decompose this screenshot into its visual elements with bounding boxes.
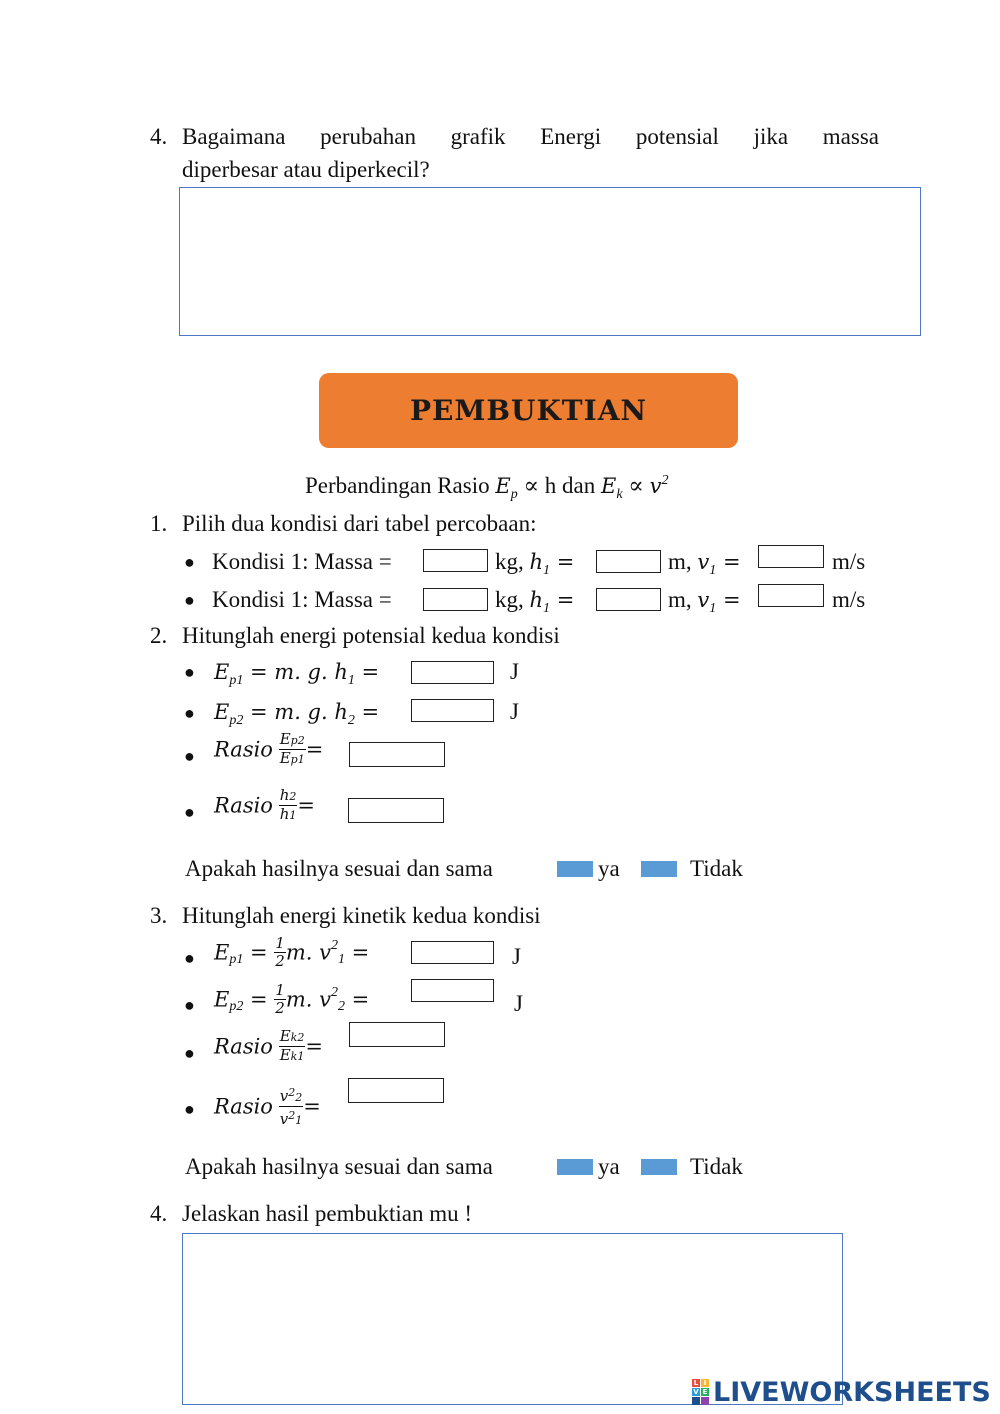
q4-top-word: massa [822,124,879,149]
subtitle-ek-sub: k [616,487,623,502]
q2-f2-eq: = [354,700,380,724]
q2-formula-ep2 [214,699,379,729]
q3-f2-half [274,982,286,1017]
bullet-icon: ● [184,590,195,610]
q2-option-yes-label: ya [598,856,620,881]
liveworksheets-logo [692,1376,991,1408]
q1-row1-unit1: kg, [495,549,530,574]
bullet-icon: ● [184,703,195,723]
q2-r2-num: h [279,786,290,804]
q3-ratio-v [214,1084,321,1129]
q3-r2-den-sup: 2 [288,1109,296,1122]
q2-r1-num: E [279,730,291,748]
q1-row1-v-sym: v [697,550,710,574]
q2-number: 2. [150,623,168,648]
subtitle-prop1: ∝ h dan [517,473,601,498]
q3-f1-lhs-sub: p1 [229,951,244,967]
subtitle-prop2: ∝ [622,473,650,498]
q2-r1-eq: = [305,737,324,762]
q3-f2-fd: 2 [275,999,285,1017]
q3-formula-ek2 [214,982,369,1017]
q1-row1-mass-input[interactable] [423,549,488,572]
subtitle-v-sup: 2 [661,473,669,488]
logo-grid-icon [692,1379,709,1405]
q3-r2-den: v [279,1110,289,1128]
logo-cell: I [701,1379,709,1387]
q3-f2-eq: = [344,987,370,1012]
q1-row1-v-sub: 1 [709,563,717,578]
bullet-icon: ● [184,802,195,822]
q3-f2-eq0: = [243,987,275,1012]
q1-row2-unit1: kg, [495,587,530,612]
q3-r2-num-sup: 2 [288,1086,296,1099]
q2-f1-rhs: = m. g. h [243,660,348,684]
q3-ratio-ek-input[interactable] [349,1022,445,1047]
q3-r1-den: E [279,1046,291,1064]
q3-f1-half [274,935,286,970]
q1-row2-v-sym: v [697,588,710,612]
q3-option-yes-label: ya [598,1154,620,1179]
q2-r1-den-sub: p1 [290,753,305,766]
q3-r1-den-sub: k1 [290,1050,305,1063]
q4-top-word: grafik [450,124,506,149]
q1-row2-eq2: = [716,588,741,612]
q2-f1-lhs: E [214,660,230,684]
bullet-icon: ● [184,1099,195,1119]
q1-row2-unit2: m, [668,587,698,612]
q1-row2-unit3: m/s [832,587,866,612]
q1-row1-h-input[interactable] [596,550,661,573]
bullet-icon: ● [184,662,195,682]
q3-r2-eq: = [303,1094,321,1119]
q2-f1-rhs-sub: 1 [347,673,355,688]
q3-r2-num-sub: 2 [295,1091,303,1104]
q2-text: Hitunglah energi potensial kedua kondisi [182,623,560,648]
q3-f1-fn: 1 [275,934,285,952]
q1-row2-h [495,587,574,617]
subtitle-ep: E [495,474,511,498]
q1-row2-h-sym: h [529,588,544,612]
q3-r1-num-sub: k2 [290,1031,305,1044]
q2-option-yes-box[interactable] [557,861,593,877]
q3-f1-fd: 2 [275,952,285,970]
q2-option-no-box[interactable] [641,861,677,877]
q1-row2-v [668,587,741,617]
q4-top-word: Bagaimana [182,124,286,149]
q4-top-line2: diperbesar atau diperkecil? [182,157,430,182]
q2-f1-eq: = [354,660,380,684]
q4-number: 4. [150,1201,168,1226]
q2-r2-den: h [279,805,290,823]
q2-r1-word: Rasio [214,737,273,762]
q3-r1-num: E [279,1027,291,1045]
q3-r1-word: Rasio [214,1034,273,1059]
q1-row1-eq2: = [716,550,741,574]
q4-top-line1 [182,124,879,150]
q3-formula-ek1 [214,935,369,970]
q1-row1-label: Kondisi 1: Massa = [212,549,392,574]
q2-r1-fraction [279,731,306,768]
q3-f1-lhs: E [214,940,230,965]
q3-f2-rhs-sub: 2 [337,998,345,1014]
q4-top-word: Energi [540,124,602,149]
q2-f1-unit: J [510,659,519,684]
bullet-icon: ● [184,1043,195,1063]
q1-row1-h-sym: h [529,550,544,574]
q2-r1-num-sub: p2 [290,734,305,747]
q2-f2-unit: J [510,699,519,724]
q1-row1-v [668,549,741,579]
logo-cell [692,1397,700,1405]
q2-ep2-input[interactable] [411,699,494,722]
q1-row1-v-input[interactable] [758,545,824,568]
q2-r2-word: Rasio [214,793,273,818]
q3-text: Hitunglah energi kinetik kedua kondisi [182,903,541,928]
q2-r1-den: E [279,749,291,767]
q3-ek2-input[interactable] [411,979,494,1002]
q2-r2-den-sub: 1 [289,809,297,822]
q3-r2-word: Rasio [214,1094,273,1119]
bullet-icon: ● [184,948,195,968]
q1-number: 1. [150,511,168,536]
q4-top-number: 4. [150,124,168,149]
q2-formula-ep1 [214,659,379,689]
bullet-icon: ● [184,995,195,1015]
q1-row1-eq: = [550,550,575,574]
q2-question: Apakah hasilnya sesuai dan sama [185,856,493,881]
q3-f2-lhs: E [214,987,230,1012]
logo-cell: E [702,1388,708,1396]
q4-text: Jelaskan hasil pembuktian mu ! [182,1201,472,1226]
q3-r2-fraction [279,1084,303,1129]
bullet-icon: ● [184,746,195,766]
subtitle [305,473,669,503]
q3-f1-rhs-sub: 1 [337,951,345,967]
subtitle-text: Perbandingan Rasio [305,473,496,498]
q1-row2-v-sub: 1 [709,601,717,616]
q3-f1-rhs-sup: 2 [330,937,338,953]
q2-r2-fraction [279,787,298,824]
brand-name: LIVEWORKSHEETS [713,1376,991,1408]
q3-r2-num: v [279,1087,289,1105]
q3-ek1-input[interactable] [411,941,494,964]
q3-f1-eq: = [344,940,370,965]
q3-f2-lhs-sub: p2 [229,998,244,1014]
subtitle-ep-sub: p [510,487,518,502]
q1-row1-h-sub: 1 [543,563,551,578]
q1-row1-h [495,549,574,579]
q2-f2-rhs: = m. g. h [243,700,348,724]
q2-ep1-input[interactable] [411,661,494,684]
q3-f1-rhs: m. v [285,940,331,965]
q3-option-yes-box[interactable] [557,1159,593,1175]
q3-f1-unit: J [512,944,521,969]
bullet-icon: ● [184,552,195,572]
q2-r2-eq: = [297,793,315,818]
q2-ratio-ep-input[interactable] [349,742,445,767]
q1-text: Pilih dua kondisi dari tabel percobaan: [182,511,537,536]
q1-row2-h-input[interactable] [596,588,661,611]
q1-row2-label: Kondisi 1: Massa = [212,587,392,612]
q4-top-answer-box[interactable] [179,187,921,336]
q3-question: Apakah hasilnya sesuai dan sama [185,1154,493,1179]
q2-r2-num-sub: 2 [289,790,297,803]
q2-f2-rhs-sub: 2 [347,713,355,728]
q2-ratio-h-input[interactable] [348,798,444,823]
section-banner [319,373,738,448]
q2-f1-lhs-sub: p1 [229,673,244,688]
q1-row1-unit3: m/s [832,549,866,574]
q3-f2-rhs: m. v [285,987,331,1012]
q2-ratio-ep [214,731,323,768]
q1-row1-unit2: m, [668,549,698,574]
q3-f1-eq0: = [243,940,275,965]
q2-ratio-h [214,787,315,824]
q3-option-no-label: Tidak [690,1154,743,1179]
q3-f2-fn: 1 [275,981,285,999]
q3-number: 3. [150,903,168,928]
q4-top-word: jika [753,124,789,149]
q3-r1-eq: = [305,1034,323,1059]
q1-row2-mass-input[interactable] [423,588,488,611]
q2-option-no-label: Tidak [690,856,743,881]
q3-ratio-ek [214,1028,323,1065]
q2-f2-lhs: E [214,700,230,724]
q1-row2-h-sub: 1 [543,601,551,616]
q2-f2-lhs-sub: p2 [229,713,244,728]
q3-f2-unit: J [514,991,523,1016]
q4-top-word: perubahan [320,124,416,149]
q3-r1-fraction [279,1028,306,1065]
q1-row2-v-input[interactable] [758,584,824,607]
section-title: PEMBUKTIAN [409,394,648,427]
q1-row2-eq: = [550,588,575,612]
logo-cell: L [693,1379,699,1387]
q3-r2-den-sub: 1 [295,1114,303,1127]
q3-option-no-box[interactable] [641,1159,677,1175]
q3-f2-rhs-sup: 2 [330,984,338,1000]
q4-top-word: potensial [635,124,719,149]
subtitle-ek: E [600,474,617,498]
logo-cell: V [693,1388,699,1396]
subtitle-v: v [649,474,662,498]
logo-cell [701,1397,709,1405]
q3-ratio-v-input[interactable] [348,1078,444,1103]
